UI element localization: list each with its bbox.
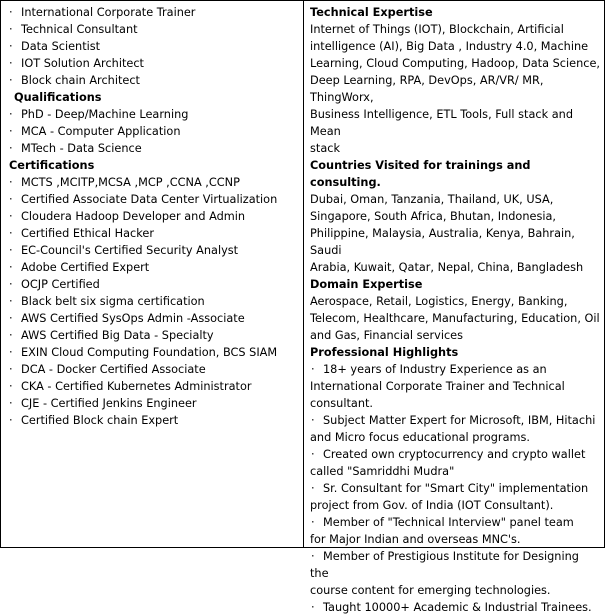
highlight-text: project from Gov. of India (IOT Consultant). xyxy=(310,499,554,512)
bullet-icon: · xyxy=(311,448,315,461)
domain-expertise-heading: Domain Expertise xyxy=(310,278,423,291)
list-item: · International Corporate Trainer xyxy=(9,6,196,19)
highlight-text: Subject Matter Expert for Microsoft, IBM, Hitachi xyxy=(323,414,596,427)
highlight-line xyxy=(310,361,600,378)
highlight-text: Sr. Consultant for "Smart City" implementation xyxy=(323,482,589,495)
list-item: · Block chain Architect xyxy=(9,74,140,87)
highlight-text: 18+ years of Industry Experience as an xyxy=(323,363,547,376)
text-line: Aerospace, Retail, Logistics, Energy, Banking, xyxy=(310,295,568,308)
certifications-heading: Certifications xyxy=(9,159,95,172)
highlight-line xyxy=(310,412,600,429)
highlight-line xyxy=(310,395,600,412)
text-line: Singapore, South Africa, Bhutan, Indonesia, xyxy=(310,210,556,223)
list-item: · Cloudera Hadoop Developer and Admin xyxy=(9,210,246,223)
list-item: · AWS Certified SysOps Admin -Associate xyxy=(9,312,245,325)
highlight-text: Taught 10000+ Academic & Industrial Trainees. xyxy=(323,601,592,614)
text-line: Arabia, Kuwait, Qatar, Nepal, China, Bangladesh xyxy=(310,261,584,274)
highlight-line xyxy=(310,446,600,463)
highlight-text: Created own cryptocurrency and crypto wallet xyxy=(323,448,586,461)
technical-expertise-heading: Technical Expertise xyxy=(310,6,433,19)
countries-heading: Countries Visited for trainings and consulting. xyxy=(310,159,531,189)
highlight-text: called "Samriddhi Mudra" xyxy=(310,465,455,478)
list-item: · AWS Certified Big Data - Specialty xyxy=(9,329,214,342)
text-line: Dubai, Oman, Tanzania, Thailand, UK, USA, xyxy=(310,193,554,206)
text-line: and Gas, Financial services xyxy=(310,329,463,342)
bullet-icon: · xyxy=(311,516,315,529)
list-item: · OCJP Certified xyxy=(9,278,100,291)
bullet-icon: · xyxy=(311,601,315,614)
list-item: · EXIN Cloud Computing Foundation, BCS SIAM xyxy=(9,346,278,359)
highlight-line xyxy=(310,514,600,531)
text-line: Deep Learning, RPA, DevOps, AR/VR/ MR, ThingWorx, xyxy=(310,74,544,104)
list-item: · CKA - Certified Kubernetes Administrator xyxy=(9,380,252,393)
text-line: Internet of Things (IOT), Blockchain, Artificial xyxy=(310,23,564,36)
list-item: · Certified Block chain Expert xyxy=(9,414,179,427)
bullet-icon: · xyxy=(311,550,315,563)
text-line: stack xyxy=(310,142,340,155)
highlight-line xyxy=(310,480,600,497)
countries-text xyxy=(310,191,600,276)
highlight-text: consultant. xyxy=(310,397,373,410)
list-item: · Black belt six sigma certification xyxy=(9,295,205,308)
highlight-line xyxy=(310,463,600,480)
list-item: · MCA - Computer Application xyxy=(9,125,181,138)
certifications-list xyxy=(9,174,303,429)
left-column xyxy=(1,1,304,547)
technical-expertise-text xyxy=(310,21,600,157)
highlight-line xyxy=(310,378,600,395)
highlight-text: Member of "Technical Interview" panel team xyxy=(323,516,574,529)
text-line: Telecom, Healthcare, Manufacturing, Education, Oil xyxy=(310,312,600,325)
bullet-icon: · xyxy=(311,414,315,427)
highlight-line xyxy=(310,531,600,548)
highlight-text: Member of Prestigious Institute for Designing the xyxy=(310,550,579,580)
bullet-icon: · xyxy=(311,363,315,376)
list-item: · MTech - Data Science xyxy=(9,142,142,155)
qualifications-list xyxy=(9,106,303,157)
list-item: · IOT Solution Architect xyxy=(9,57,144,70)
text-line: Learning, Cloud Computing, Hadoop, Data Science, xyxy=(310,57,601,70)
highlight-text: and Micro focus educational programs. xyxy=(310,431,530,444)
text-line: intelligence (AI), Big Data , Industry 4.0, Machine xyxy=(310,40,589,53)
bullet-icon: · xyxy=(311,482,315,495)
list-item: · Technical Consultant xyxy=(9,23,138,36)
list-item: · DCA - Docker Certified Associate xyxy=(9,363,206,376)
list-item: · MCTS ,MCITP,MCSA ,MCP ,CCNA ,CCNP xyxy=(9,176,240,189)
right-column xyxy=(304,1,604,614)
highlight-line xyxy=(310,429,600,446)
text-line: Philippine, Malaysia, Australia, Kenya, Bahrain, Saudi xyxy=(310,227,575,257)
highlight-line xyxy=(310,582,600,599)
highlight-line xyxy=(310,548,600,582)
list-item: · PhD - Deep/Machine Learning xyxy=(9,108,189,121)
professional-highlights-heading: Professional Highlights xyxy=(310,346,459,359)
list-item: · EC-Council's Certified Security Analyst xyxy=(9,244,239,257)
text-line: Business Intelligence, ETL Tools, Full stack and Mean xyxy=(310,108,573,138)
qualifications-heading: Qualifications xyxy=(14,91,102,104)
domain-expertise-text xyxy=(310,293,600,344)
list-item: · Data Scientist xyxy=(9,40,101,53)
professional-highlights-list xyxy=(310,361,600,616)
highlight-text: for Major Indian and overseas MNC's. xyxy=(310,533,521,546)
list-item: · Certified Ethical Hacker xyxy=(9,227,154,240)
roles-list xyxy=(9,4,303,89)
highlight-text: International Corporate Trainer and Technical xyxy=(310,380,565,393)
highlight-line xyxy=(310,599,600,616)
highlight-text: course content for emerging technologies. xyxy=(310,584,551,597)
list-item: · CJE - Certified Jenkins Engineer xyxy=(9,397,197,410)
list-item: · Certified Associate Data Center Virtualization xyxy=(9,193,278,206)
list-item: · Adobe Certified Expert xyxy=(9,261,150,274)
highlight-line xyxy=(310,497,600,514)
